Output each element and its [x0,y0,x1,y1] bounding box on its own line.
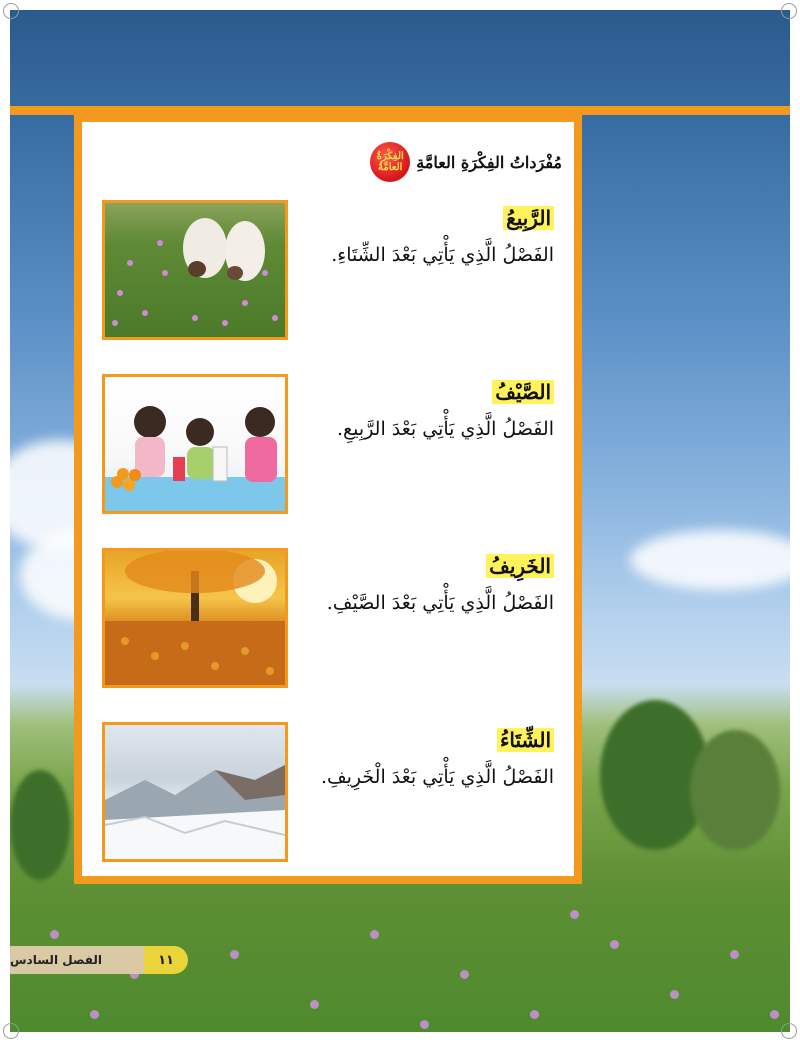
vocab-word: الشِّتَاءُ [497,728,554,752]
summer-illustration [105,377,285,511]
vocab-definition: الفَصْلُ الَّذِي يَأْتِي بَعْدَ الصَّيْفِ. [326,592,554,614]
main-idea-badge: الفِكْرَةُ العامَّةُ [370,142,410,182]
vocab-definition: الفَصْلُ الَّذِي يَأْتِي بَعْدَ الشِّتَاءِ. [331,244,554,266]
registration-mark [3,1023,19,1039]
vocab-definition: الفَصْلُ الَّذِي يَأْتِي بَعْدَ الْخَرِيفِ. [320,766,554,788]
vocab-word: الخَرِيفُ [486,554,554,578]
vocab-definition: الفَصْلُ الَّذِي يَأْتِي بَعْدَ الرَّبِيعِ. [337,418,554,440]
spring-illustration [105,203,285,337]
winter-illustration [105,725,285,859]
page-number: ١١ [158,952,174,968]
section-header [370,142,562,182]
vocabulary-panel [74,114,582,884]
autumn-photo [102,548,288,688]
vocab-item-summer [94,374,566,519]
vocab-word: الصَّيْفُ [492,380,554,404]
autumn-illustration [105,551,285,685]
vocab-item-winter [94,722,566,867]
page-footer [10,946,188,974]
registration-mark [3,3,19,19]
vocab-item-autumn [94,548,566,693]
chapter-label: الفصل السادس [10,946,144,974]
registration-mark [781,3,797,19]
registration-mark [781,1023,797,1039]
vocab-word: الرَّبِيعُ [503,206,554,230]
summer-photo [102,374,288,514]
spring-photo [102,200,288,340]
vocab-item-spring [94,200,566,345]
winter-photo [102,722,288,862]
section-title: مُفْرَداتُ الفِكْرَةِ العامَّةِ [416,152,562,172]
